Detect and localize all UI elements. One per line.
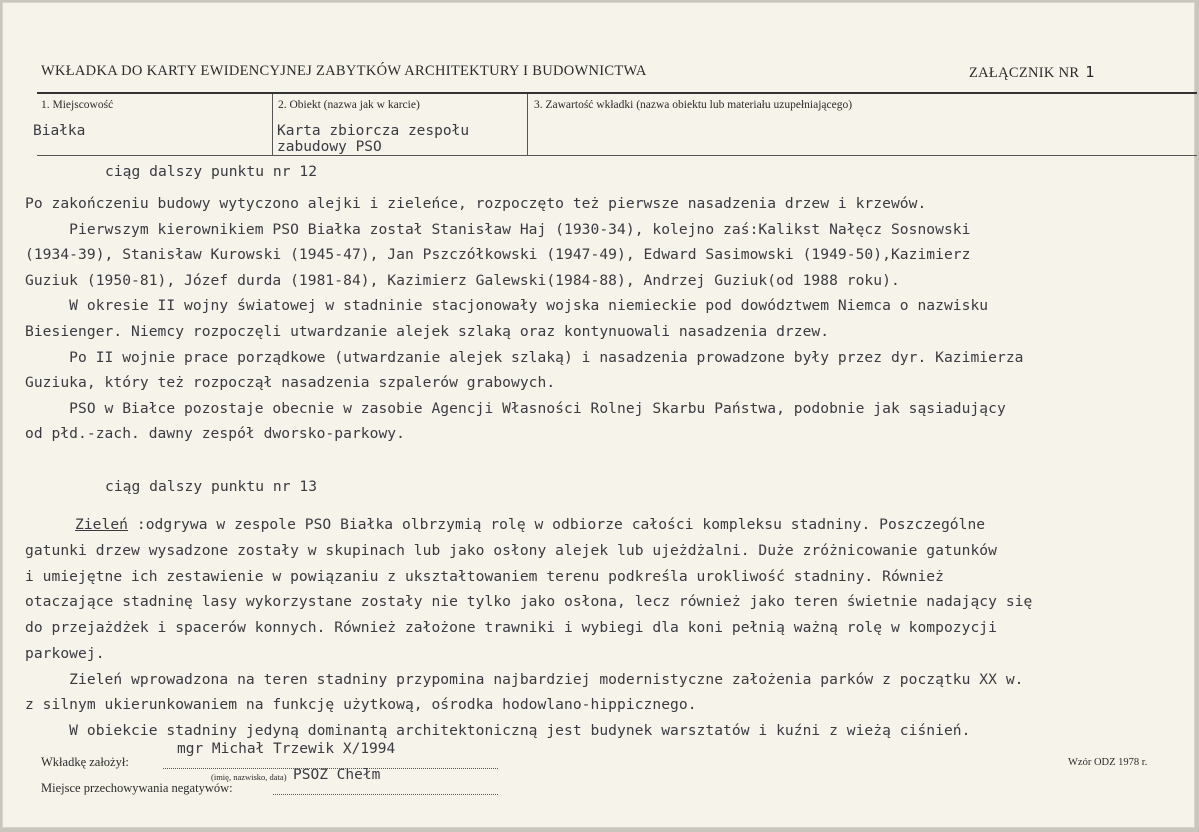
section12-line: (1934-39), Stanisław Kurowski (1945-47), Jan Pszczółkowski (1947-49), Edward Sasimowski (1949-50),Kazimierz: [25, 246, 971, 264]
locality-value: Białka: [33, 123, 86, 139]
header-rule: [37, 92, 1197, 94]
section13-line: W obiekcie stadniny jedyną dominantą architektoniczną jest budynek warsztatów i kuźni z wieżą ciśnień.: [25, 721, 971, 739]
section12-line: od płd.-zach. dawny zespół dworsko-parkowy.: [25, 425, 405, 443]
greenery-keyword: Zieleń: [75, 516, 129, 533]
section13-line: gatunki drzew wysadzone zostały w skupinach lub jako osłony alejek lub ujeżdżalni. Duże zróżnicowanie gatunków: [25, 542, 997, 559]
section12-line: PSO w Białce pozostaje obecnie w zasobie Agencji Własności Rolnej Skarbu Państwa, podobnie jak sąsiadujący: [25, 399, 1006, 417]
section13-line: parkowej.: [25, 644, 105, 662]
object-label: 2. Obiekt (nazwa jak w karcie): [278, 99, 420, 111]
object-value-line2: zabudowy PSO: [277, 139, 382, 155]
fields-rule: [37, 155, 1197, 156]
form-title: WKŁADKA DO KARTY EWIDENCYJNEJ ZABYTKÓW ARCHITEKTURY I BUDOWNICTWA: [41, 63, 647, 79]
section13-line: i umiejętne ich zestawienie w powiązaniu z ukształtowaniem terenu podkreśla urokliwość stadniny. Również: [25, 567, 944, 585]
locality-label: 1. Miejscowość: [41, 99, 114, 111]
section12-line: Po II wojnie prace porządkowe (utwardzanie alejek szlaką) i nasadzenia prowadzone były przez dyr. Kazimierza: [25, 348, 1024, 366]
attachment-number: 1: [1085, 63, 1095, 81]
section12-heading: ciąg dalszy punktu nr 12: [105, 163, 318, 180]
inventory-insert-card: [2, 2, 1195, 828]
author-value: mgr Michał Trzewik X/1994: [177, 741, 396, 757]
section13-first-line: [75, 516, 985, 533]
column-divider-1: [272, 94, 273, 155]
section13-heading: ciąg dalszy punktu nr 13: [105, 478, 318, 495]
content-label: 3. Zawartość wkładki (nazwa obiektu lub materiału uzupełniającego): [534, 99, 853, 111]
section12-line: Biesienger. Niemcy rozpoczęli utwardzanie alejek szlaką oraz kontynuowali nasadzenia drzew.: [25, 323, 830, 340]
author-hint: (imię, nazwisko, data): [211, 772, 287, 782]
section13-line: Zieleń wprowadzona na teren stadniny przypomina najbardziej modernistyczne założenia parków z początku XX w.: [25, 670, 1024, 688]
form-template-mark: Wzór ODZ 1978 r.: [1068, 757, 1148, 768]
section12-line: Guziuk (1950-81), Józef durda (1981-84), Kazimierz Galewski(1984-88), Andrzej Guziuk(od 1988 roku).: [25, 271, 900, 289]
storage-value: PSOZ Chełm: [293, 767, 381, 783]
section12-line: Po zakończeniu budowy wytyczono alejki i zieleńce, rozpoczęto też pierwsze nasadzenia drzew i krzewów.: [25, 195, 927, 212]
storage-dotted-line: [273, 794, 498, 795]
column-divider-2: [527, 94, 528, 155]
section13-first-rest: :odgrywa w zespole PSO Białka olbrzymią rolę w odbiorze całości kompleksu stadniny. Poszczególne: [136, 516, 986, 533]
storage-label: Miejsce przechowywania negatywów:: [41, 781, 233, 795]
section12-line: W okresie II wojny światowej w stadninie stacjonowały wojska niemieckie pod dowództwem Niemca o nazwisku: [25, 297, 989, 315]
attachment-label-group: [969, 63, 1095, 82]
section13-line: z silnym ukierunkowaniem na funkcję użytkową, ośrodka hodowlano-hippicznego.: [25, 696, 697, 714]
author-label: Wkładkę założył:: [41, 755, 129, 769]
section12-line: Pierwszym kierownikiem PSO Białka został Stanisław Haj (1930-34), kolejno zaś:Kalikst Nałęcz Sosnowski: [25, 220, 971, 238]
section13-line: do przejażdżek i spacerów konnych. Również założone trawniki i wybiegi dla koni pełnią ważną rolę w kompozycji: [25, 619, 997, 637]
attachment-label: ZAŁĄCZNIK NR: [969, 65, 1080, 81]
section12-line: Guziuka, który też rozpoczął nasadzenia szpalerów grabowych.: [25, 374, 556, 392]
object-value-line1: Karta zbiorcza zespołu: [277, 123, 470, 139]
section13-line: otaczające stadninę lasy wykorzystane zostały nie tylko jako osłona, lecz również jako teren świetnie nadający się: [25, 593, 1033, 611]
